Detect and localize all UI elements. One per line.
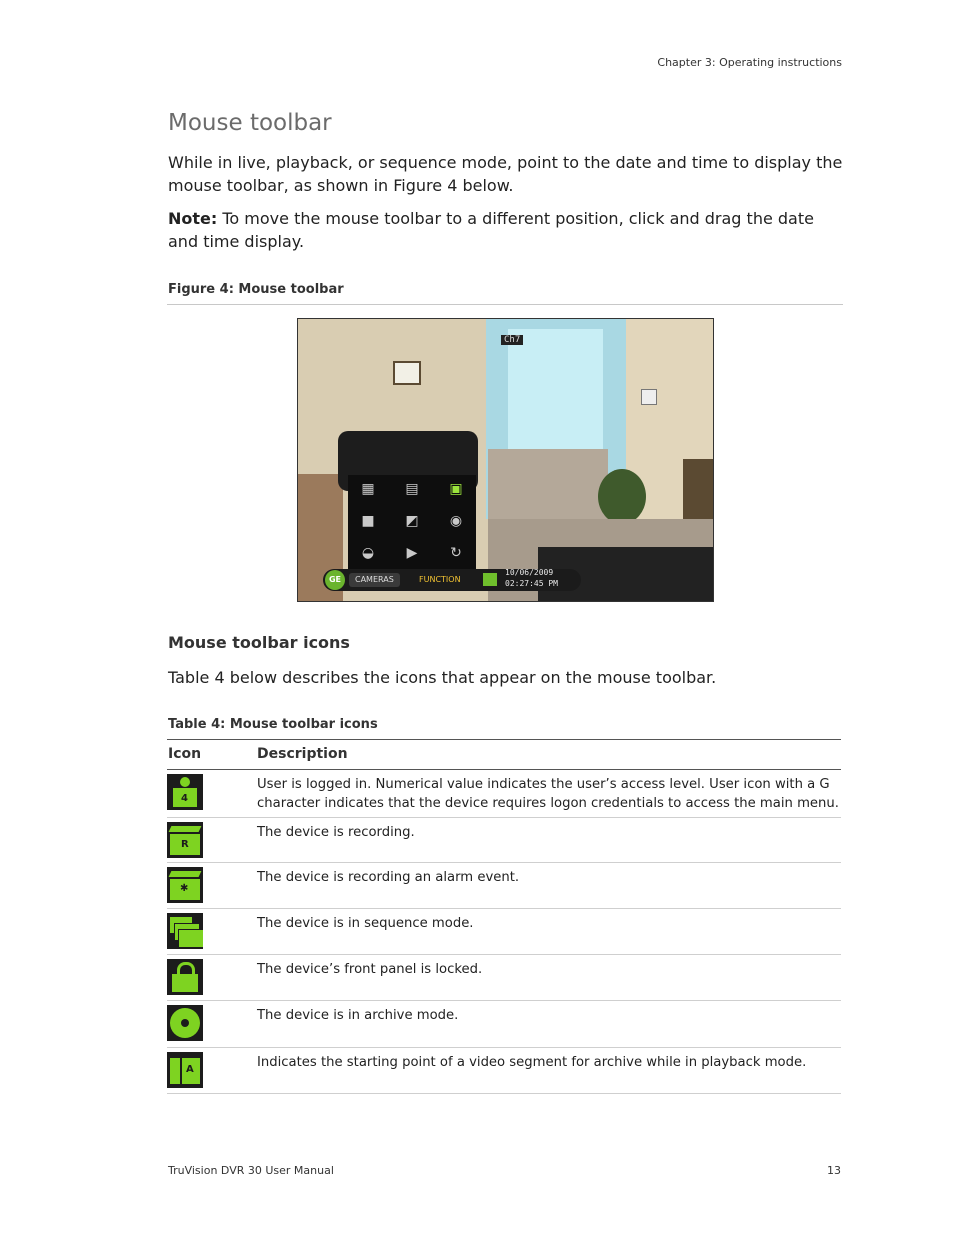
- running-header: Chapter 3: Operating instructions: [657, 56, 842, 69]
- table-row: [167, 1001, 841, 1048]
- toolbar-function-panel: [348, 475, 476, 571]
- row-description: The device is in sequence mode.: [257, 916, 474, 931]
- table-row: [167, 770, 841, 818]
- figure-caption: Figure 4: Mouse toolbar: [168, 282, 344, 297]
- zoom-icon[interactable]: ◩: [405, 513, 419, 529]
- table-row: [167, 909, 841, 955]
- toolbar-date: 10/06/2009: [505, 568, 554, 577]
- figure-caption-rule: [167, 304, 843, 305]
- row-description: User is logged in. Numerical value indicates the user’s access level. User icon with a G character indicates that the device requires logon credentials to access the main menu.: [257, 777, 839, 811]
- subsection-intro: Table 4 below describes the icons that appear on the mouse toolbar.: [168, 668, 717, 687]
- mouse-toolbar-strip: [323, 569, 581, 591]
- date-time-display[interactable]: [505, 567, 558, 589]
- page-number: 13: [827, 1164, 841, 1177]
- row-description: The device is in archive mode.: [257, 1008, 459, 1023]
- layout-icon[interactable]: ▦: [361, 481, 375, 497]
- scene-picture-frame: [393, 361, 421, 385]
- icons-table: [167, 739, 841, 1094]
- row-description: Indicates the starting point of a video segment for archive while in playback mode.: [257, 1055, 807, 1070]
- scene-sign: [641, 389, 657, 405]
- ptz-dome-icon[interactable]: ◒: [361, 545, 375, 561]
- monitor-icon[interactable]: ▣: [449, 481, 463, 497]
- table-row: [167, 955, 841, 1001]
- sequence-mode-icon: [167, 913, 203, 949]
- subsection-heading: Mouse toolbar icons: [168, 633, 350, 652]
- camera-channel-label: Ch7: [501, 335, 523, 345]
- row-description: The device is recording.: [257, 825, 415, 840]
- row-description: The device’s front panel is locked.: [257, 962, 483, 977]
- mouse-toolbar-screenshot: [297, 318, 714, 602]
- table-row: [167, 1048, 841, 1094]
- scene-floor: [488, 449, 608, 529]
- refresh-icon[interactable]: ↻: [450, 545, 462, 561]
- user-logged-in-icon: 4: [167, 774, 203, 810]
- function-button[interactable]: FUNCTION: [419, 575, 461, 584]
- archive-mode-icon: [167, 1005, 203, 1041]
- ge-logo-badge: GE: [325, 570, 345, 590]
- front-panel-locked-icon: [167, 959, 203, 995]
- column-header-icon: Icon: [168, 746, 202, 762]
- note-paragraph: [168, 207, 848, 253]
- recording-icon: R: [167, 822, 203, 858]
- recording-status-icon: [483, 573, 497, 586]
- table-caption: Table 4: Mouse toolbar icons: [168, 717, 378, 732]
- table-header-row: [167, 740, 841, 770]
- intro-paragraph: While in live, playback, or sequence mode, point to the date and time to display the mouse toolbar, as shown in Figure 4 below.: [168, 153, 843, 195]
- column-header-description: Description: [257, 746, 348, 762]
- sequence-icon[interactable]: ■: [361, 513, 375, 529]
- table-row: [167, 818, 841, 863]
- footer-manual-title: TruVision DVR 30 User Manual: [168, 1164, 334, 1177]
- scene-plant: [598, 469, 646, 524]
- note-label: Note:: [168, 209, 218, 228]
- toolbar-time: 02:27:45 PM: [505, 579, 558, 588]
- archive-start-point-icon: A: [167, 1052, 203, 1088]
- multiview-icon[interactable]: ▤: [405, 481, 419, 497]
- play-icon[interactable]: ▶: [406, 545, 418, 561]
- cameras-button[interactable]: CAMERAS: [349, 573, 400, 587]
- alarm-recording-icon: ✱: [167, 867, 203, 903]
- search-icon[interactable]: ◉: [449, 513, 463, 529]
- row-description: The device is recording an alarm event.: [257, 870, 520, 885]
- page-title: Mouse toolbar: [168, 110, 332, 136]
- note-text: To move the mouse toolbar to a different position, click and drag the date and time display.: [168, 209, 814, 251]
- table-row: [167, 863, 841, 909]
